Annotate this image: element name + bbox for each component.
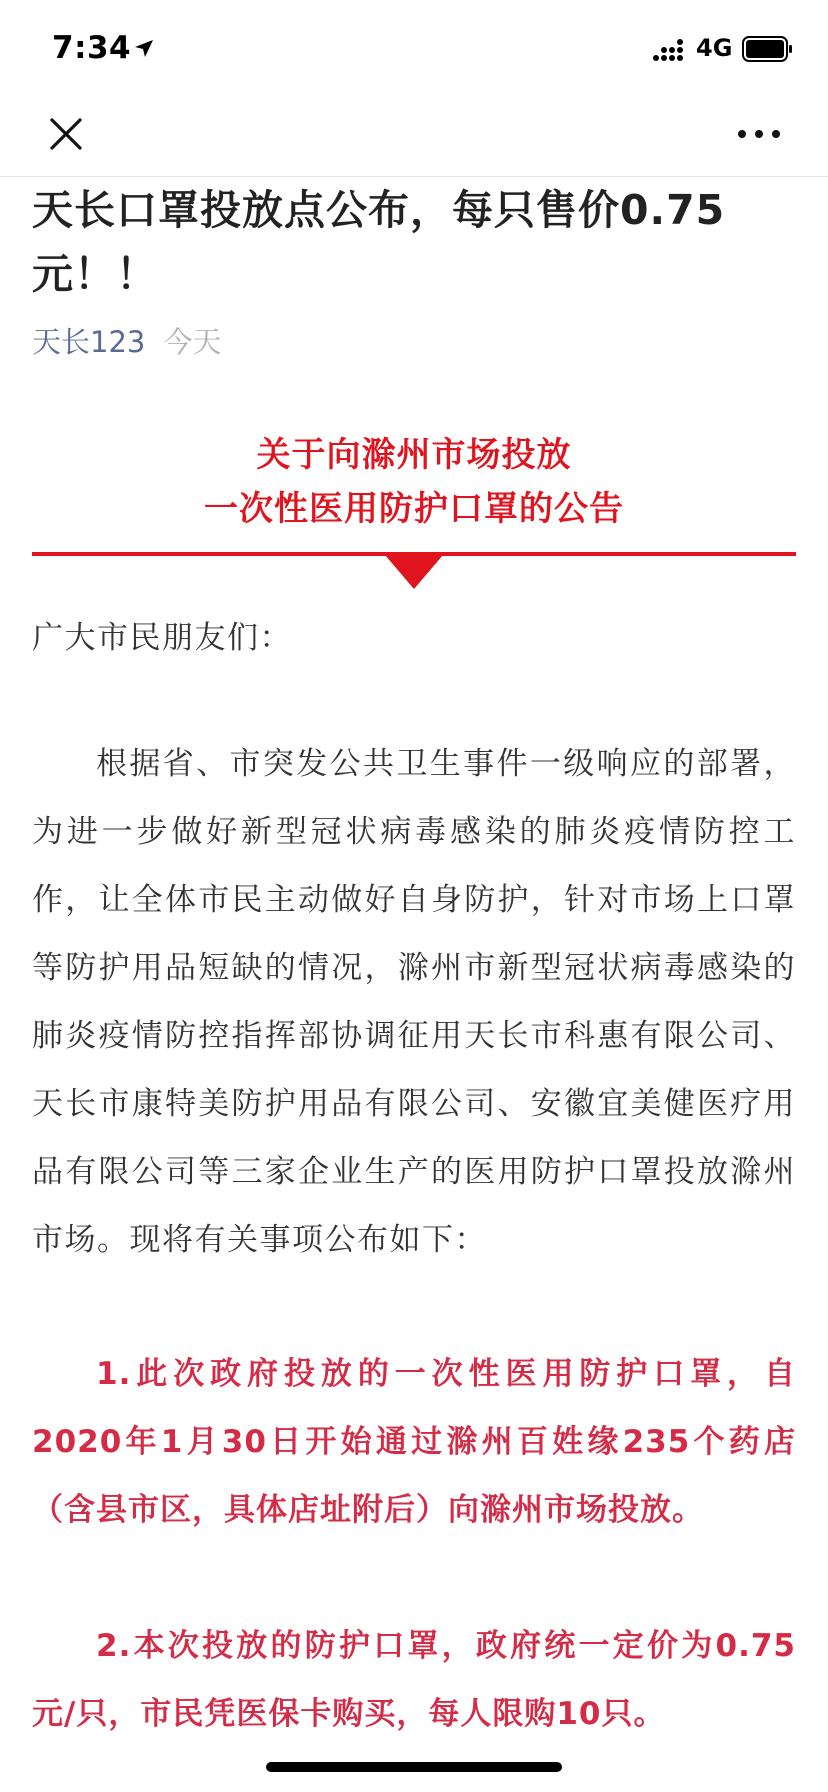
home-indicator[interactable]: [266, 1762, 562, 1772]
more-icon[interactable]: [734, 112, 784, 156]
battery-icon: [742, 36, 794, 62]
notice-item-1: 1.此次政府投放的一次性医用防护口罩，自2020年1月30日开始通过滁州百姓缘235个药店（含县市区，具体店址附后）向滁州市场投放。: [32, 1356, 796, 1528]
body-paragraph: 根据省、市突发公共卫生事件一级响应的部署，为进一步做好新型冠状病毒感染的肺炎疫情防控工作，让全体市民主动做好自身防护，针对市场上口罩等防护用品短缺的情况，滁州市新型冠状病毒感染的肺炎疫情防控指挥部协调征用天长市科惠有限公司、天长市康特美防护用品有限公司、安徽宜美健医疗用品有限公司等三家企业生产的医用防护口罩投放滁州市场。现将有关事项公布如下：: [32, 746, 796, 1258]
signal-icon: [652, 38, 688, 62]
notice-heading-line2: 一次性医用防护口罩的公告: [204, 489, 624, 529]
status-bar: [0, 0, 828, 96]
location-arrow-icon: [133, 38, 155, 60]
notice-heading-line1: 关于向滁州市场投放: [256, 435, 572, 475]
close-icon[interactable]: [44, 112, 88, 156]
greeting-text: 广大市民朋友们：: [32, 620, 292, 656]
author-link[interactable]: 天长123: [32, 325, 146, 359]
publish-date: 今天: [163, 325, 222, 359]
article-meta: [32, 322, 221, 362]
nav-bar: [0, 96, 828, 177]
article-title: 天长口罩投放点公布，每只售价0.75元！！: [32, 186, 726, 298]
notice-item-2: 2.本次投放的防护口罩，政府统一定价为0.75元/只，市民凭医保卡购买，每人限购10只。: [32, 1628, 796, 1732]
network-type: 4G: [696, 34, 733, 62]
status-time: 7:34: [52, 30, 132, 66]
notice-heading: [32, 428, 796, 536]
divider-triangle: [385, 555, 443, 589]
